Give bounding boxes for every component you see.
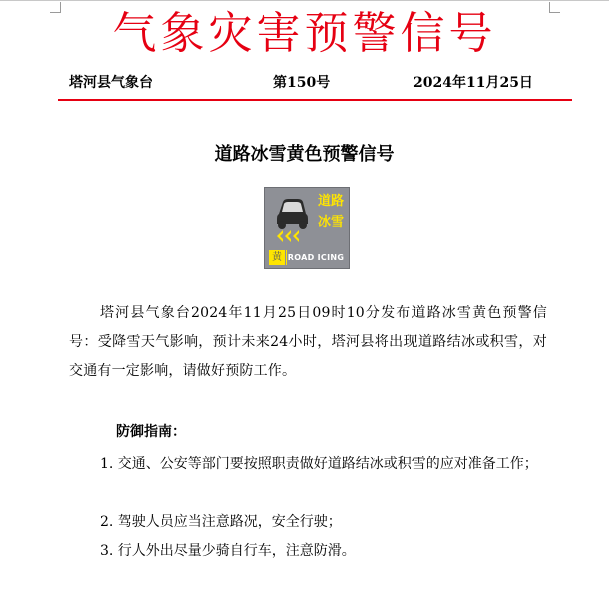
sign-english-label: ROAD ICING (287, 250, 345, 265)
document-banner: 气象灾害预警信号 (112, 8, 497, 59)
sign-level-band (269, 250, 345, 265)
warning-title: 道路冰雪黄色预警信号 (214, 144, 395, 165)
sign-label-bottom: 冰雪 (317, 215, 344, 230)
guide-item: 1. 交通、公安等部门要按照职责做好道路结冰或积雪的应对准备工作； (100, 456, 538, 472)
sign-label-top: 道路 (317, 194, 344, 209)
page-top-border (0, 0, 609, 1)
guide-heading: 防御指南： (116, 424, 186, 440)
issuing-office: 塔河县气象台 (69, 75, 153, 91)
issue-date: 2024年11月25日 (413, 75, 533, 91)
guide-item: 3. 行人外出尽量少骑自行车，注意防滑。 (100, 543, 356, 559)
sign-level-cn: 黄 (269, 250, 286, 265)
issue-number: 第150号 (273, 75, 331, 91)
header-divider (58, 99, 572, 101)
sign-label (315, 194, 347, 242)
guide-item: 2. 驾驶人员应当注意路况，安全行驶； (100, 514, 342, 530)
car-skidding-icon (269, 192, 311, 248)
warning-body-text: 塔河县气象台2024年11月25日09时10分发布道路冰雪黄色预警信号：受降雪天气影响，预计未来24小时，塔河县将出现道路结冰或积雪，对交通有一定影响，请做好预防工作。 (69, 305, 547, 379)
warning-sign (264, 187, 350, 269)
